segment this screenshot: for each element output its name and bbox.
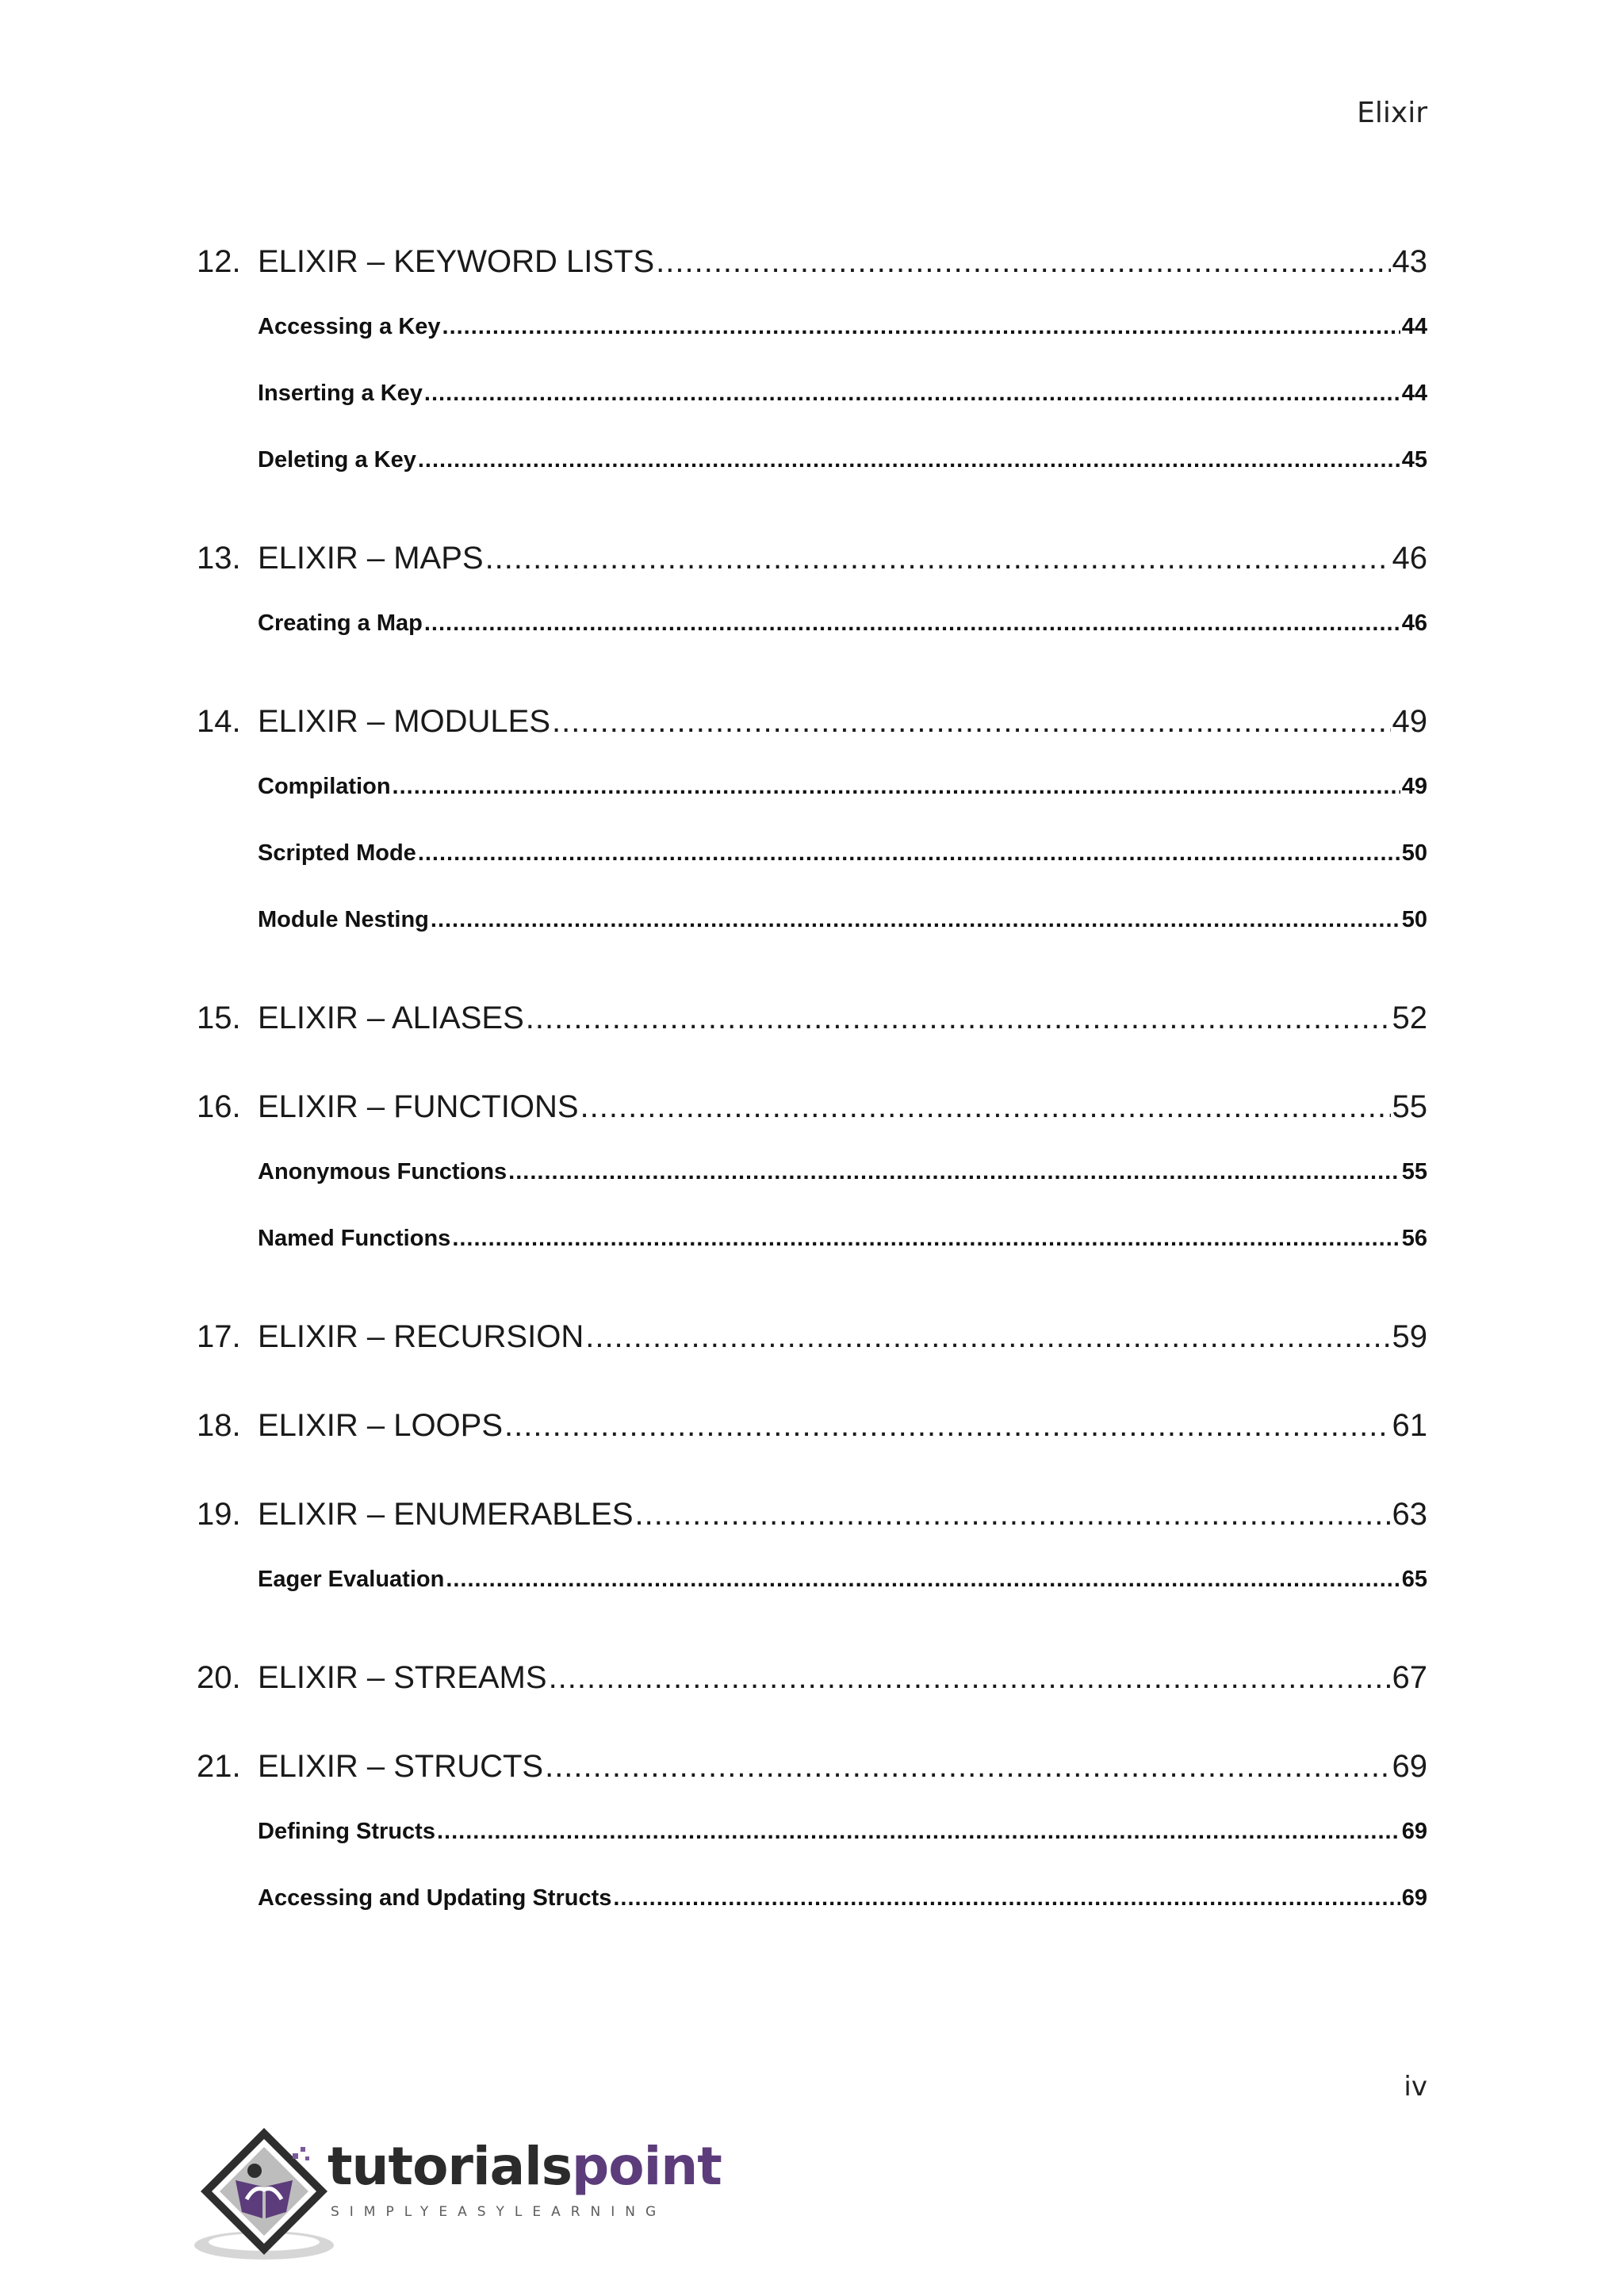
toc-page-number: 45 bbox=[1401, 447, 1427, 473]
toc-entry-label: ELIXIR – MAPS bbox=[258, 541, 484, 576]
toc-dot-leader bbox=[442, 314, 1400, 340]
toc-entry-label: ELIXIR – MODULES bbox=[258, 704, 551, 739]
toc-chapter-number: 13. bbox=[197, 541, 241, 576]
toc-section-entry[interactable] bbox=[258, 840, 1427, 867]
toc-entry-label: Deleting a Key bbox=[258, 447, 416, 473]
toc-page-number: 43 bbox=[1392, 244, 1427, 279]
toc-page-number: 46 bbox=[1401, 610, 1427, 636]
toc-dot-leader bbox=[393, 774, 1400, 800]
toc-chapter-entry[interactable] bbox=[197, 1660, 1427, 1696]
toc-entry-label: ELIXIR – FUNCTIONS bbox=[258, 1089, 579, 1124]
toc-section-entry[interactable] bbox=[258, 1226, 1427, 1252]
toc-chapter-number: 16. bbox=[197, 1089, 241, 1124]
toc-entry-label: ELIXIR – ALIASES bbox=[258, 1001, 524, 1035]
toc-section-entry[interactable] bbox=[258, 381, 1427, 407]
tutorialspoint-logo bbox=[194, 2125, 722, 2267]
toc-chapter-number: 21. bbox=[197, 1749, 241, 1784]
toc-entry-label: Creating a Map bbox=[258, 610, 423, 636]
toc-page-number: 44 bbox=[1401, 314, 1427, 339]
toc-chapter-entry[interactable] bbox=[197, 704, 1427, 740]
toc-page-number: 63 bbox=[1392, 1497, 1427, 1532]
toc-chapter-number: 17. bbox=[197, 1319, 241, 1354]
toc-section-entry[interactable] bbox=[258, 314, 1427, 340]
toc-entry-label: Accessing a Key bbox=[258, 314, 441, 339]
toc-entry-label: Eager Evaluation bbox=[258, 1567, 445, 1592]
toc-chapter-entry[interactable] bbox=[197, 1497, 1427, 1533]
toc-page-number: 44 bbox=[1401, 381, 1427, 406]
toc-entry-label: ELIXIR – STREAMS bbox=[258, 1660, 547, 1695]
toc-entry-label: Inserting a Key bbox=[258, 381, 423, 406]
toc-section-entry[interactable] bbox=[258, 610, 1427, 637]
toc-dot-leader bbox=[580, 1089, 1391, 1125]
toc-page-number: 52 bbox=[1392, 1001, 1427, 1035]
toc-page-number: 49 bbox=[1401, 774, 1427, 799]
toc-dot-leader bbox=[437, 1819, 1400, 1845]
toc-chapter-number: 19. bbox=[197, 1497, 241, 1532]
toc-page-number: 50 bbox=[1401, 907, 1427, 932]
toc-dot-leader bbox=[452, 1226, 1400, 1252]
toc-dot-leader bbox=[446, 1567, 1400, 1593]
toc-page-number: 56 bbox=[1401, 1226, 1427, 1251]
toc-chapter-entry[interactable] bbox=[197, 541, 1427, 576]
toc-dot-leader bbox=[485, 541, 1391, 576]
toc-dot-leader bbox=[424, 381, 1400, 407]
toc-dot-leader bbox=[549, 1660, 1391, 1696]
toc-dot-leader bbox=[585, 1319, 1390, 1355]
toc-page-number: 69 bbox=[1392, 1749, 1427, 1784]
toc-dot-leader bbox=[504, 1408, 1390, 1444]
toc-entry-label: Module Nesting bbox=[258, 907, 429, 932]
toc-dot-leader bbox=[545, 1749, 1390, 1785]
logo-tagline: SIMPLYEASYLEARNING bbox=[331, 2204, 667, 2220]
toc-page-number: 65 bbox=[1401, 1567, 1427, 1592]
toc-dot-leader bbox=[418, 840, 1400, 867]
toc-chapter-entry[interactable] bbox=[197, 1319, 1427, 1355]
toc-page-number: 61 bbox=[1392, 1408, 1427, 1443]
toc-page-number: 55 bbox=[1401, 1159, 1427, 1184]
running-header-title: Elixir bbox=[1357, 97, 1427, 129]
toc-dot-leader bbox=[656, 244, 1390, 280]
toc-entry-label: Anonymous Functions bbox=[258, 1159, 508, 1184]
toc-section-entry[interactable] bbox=[258, 447, 1427, 473]
toc-dot-leader bbox=[526, 1001, 1391, 1036]
toc-chapter-entry[interactable] bbox=[197, 1001, 1427, 1036]
toc-dot-leader bbox=[552, 704, 1390, 740]
toc-page-number: 59 bbox=[1392, 1319, 1427, 1354]
toc-entry-label: Scripted Mode bbox=[258, 840, 416, 866]
toc-chapter-entry[interactable] bbox=[197, 1089, 1427, 1125]
toc-section-entry[interactable] bbox=[258, 1159, 1427, 1185]
toc-chapter-number: 14. bbox=[197, 704, 241, 739]
toc-entry-label: ELIXIR – ENUMERABLES bbox=[258, 1497, 634, 1532]
toc-section-entry[interactable] bbox=[258, 1885, 1427, 1911]
toc-dot-leader bbox=[431, 907, 1400, 933]
toc-chapter-number: 18. bbox=[197, 1408, 241, 1443]
toc-entry-label: ELIXIR – STRUCTS bbox=[258, 1749, 544, 1784]
toc-entry-label: Compilation bbox=[258, 774, 391, 799]
toc-section-entry[interactable] bbox=[258, 1567, 1427, 1593]
page-number: iv bbox=[1404, 2071, 1427, 2103]
toc-entry-label: ELIXIR – RECURSION bbox=[258, 1319, 584, 1354]
toc-chapter-entry[interactable] bbox=[197, 244, 1427, 280]
toc-chapter-entry[interactable] bbox=[197, 1408, 1427, 1444]
toc-entry-label: Defining Structs bbox=[258, 1819, 435, 1844]
toc-page-number: 55 bbox=[1392, 1089, 1427, 1124]
toc-chapter-number: 12. bbox=[197, 244, 241, 279]
logo-diamond-icon bbox=[194, 2125, 337, 2267]
toc-page-number: 46 bbox=[1392, 541, 1427, 576]
toc-dot-leader bbox=[424, 610, 1400, 637]
toc-dot-leader bbox=[418, 447, 1400, 473]
toc-page-number: 50 bbox=[1401, 840, 1427, 866]
logo-wordmark: tutorialspoint bbox=[327, 2136, 722, 2197]
toc-entry-label: ELIXIR – KEYWORD LISTS bbox=[258, 244, 655, 279]
toc-dot-leader bbox=[635, 1497, 1391, 1533]
toc-section-entry[interactable] bbox=[258, 1819, 1427, 1845]
toc-entry-label: Named Functions bbox=[258, 1226, 451, 1251]
toc-page-number: 67 bbox=[1392, 1660, 1427, 1695]
toc-section-entry[interactable] bbox=[258, 907, 1427, 933]
toc-chapter-number: 20. bbox=[197, 1660, 241, 1695]
toc-page-number: 69 bbox=[1401, 1885, 1427, 1911]
toc-chapter-entry[interactable] bbox=[197, 1749, 1427, 1785]
toc-chapter-number: 15. bbox=[197, 1001, 241, 1035]
toc-dot-leader bbox=[508, 1159, 1400, 1185]
toc-page-number: 49 bbox=[1392, 704, 1427, 739]
toc-page-number: 69 bbox=[1401, 1819, 1427, 1844]
toc-section-entry[interactable] bbox=[258, 774, 1427, 800]
toc-entry-label: ELIXIR – LOOPS bbox=[258, 1408, 504, 1443]
toc-dot-leader bbox=[613, 1885, 1400, 1911]
toc-entry-label: Accessing and Updating Structs bbox=[258, 1885, 612, 1911]
